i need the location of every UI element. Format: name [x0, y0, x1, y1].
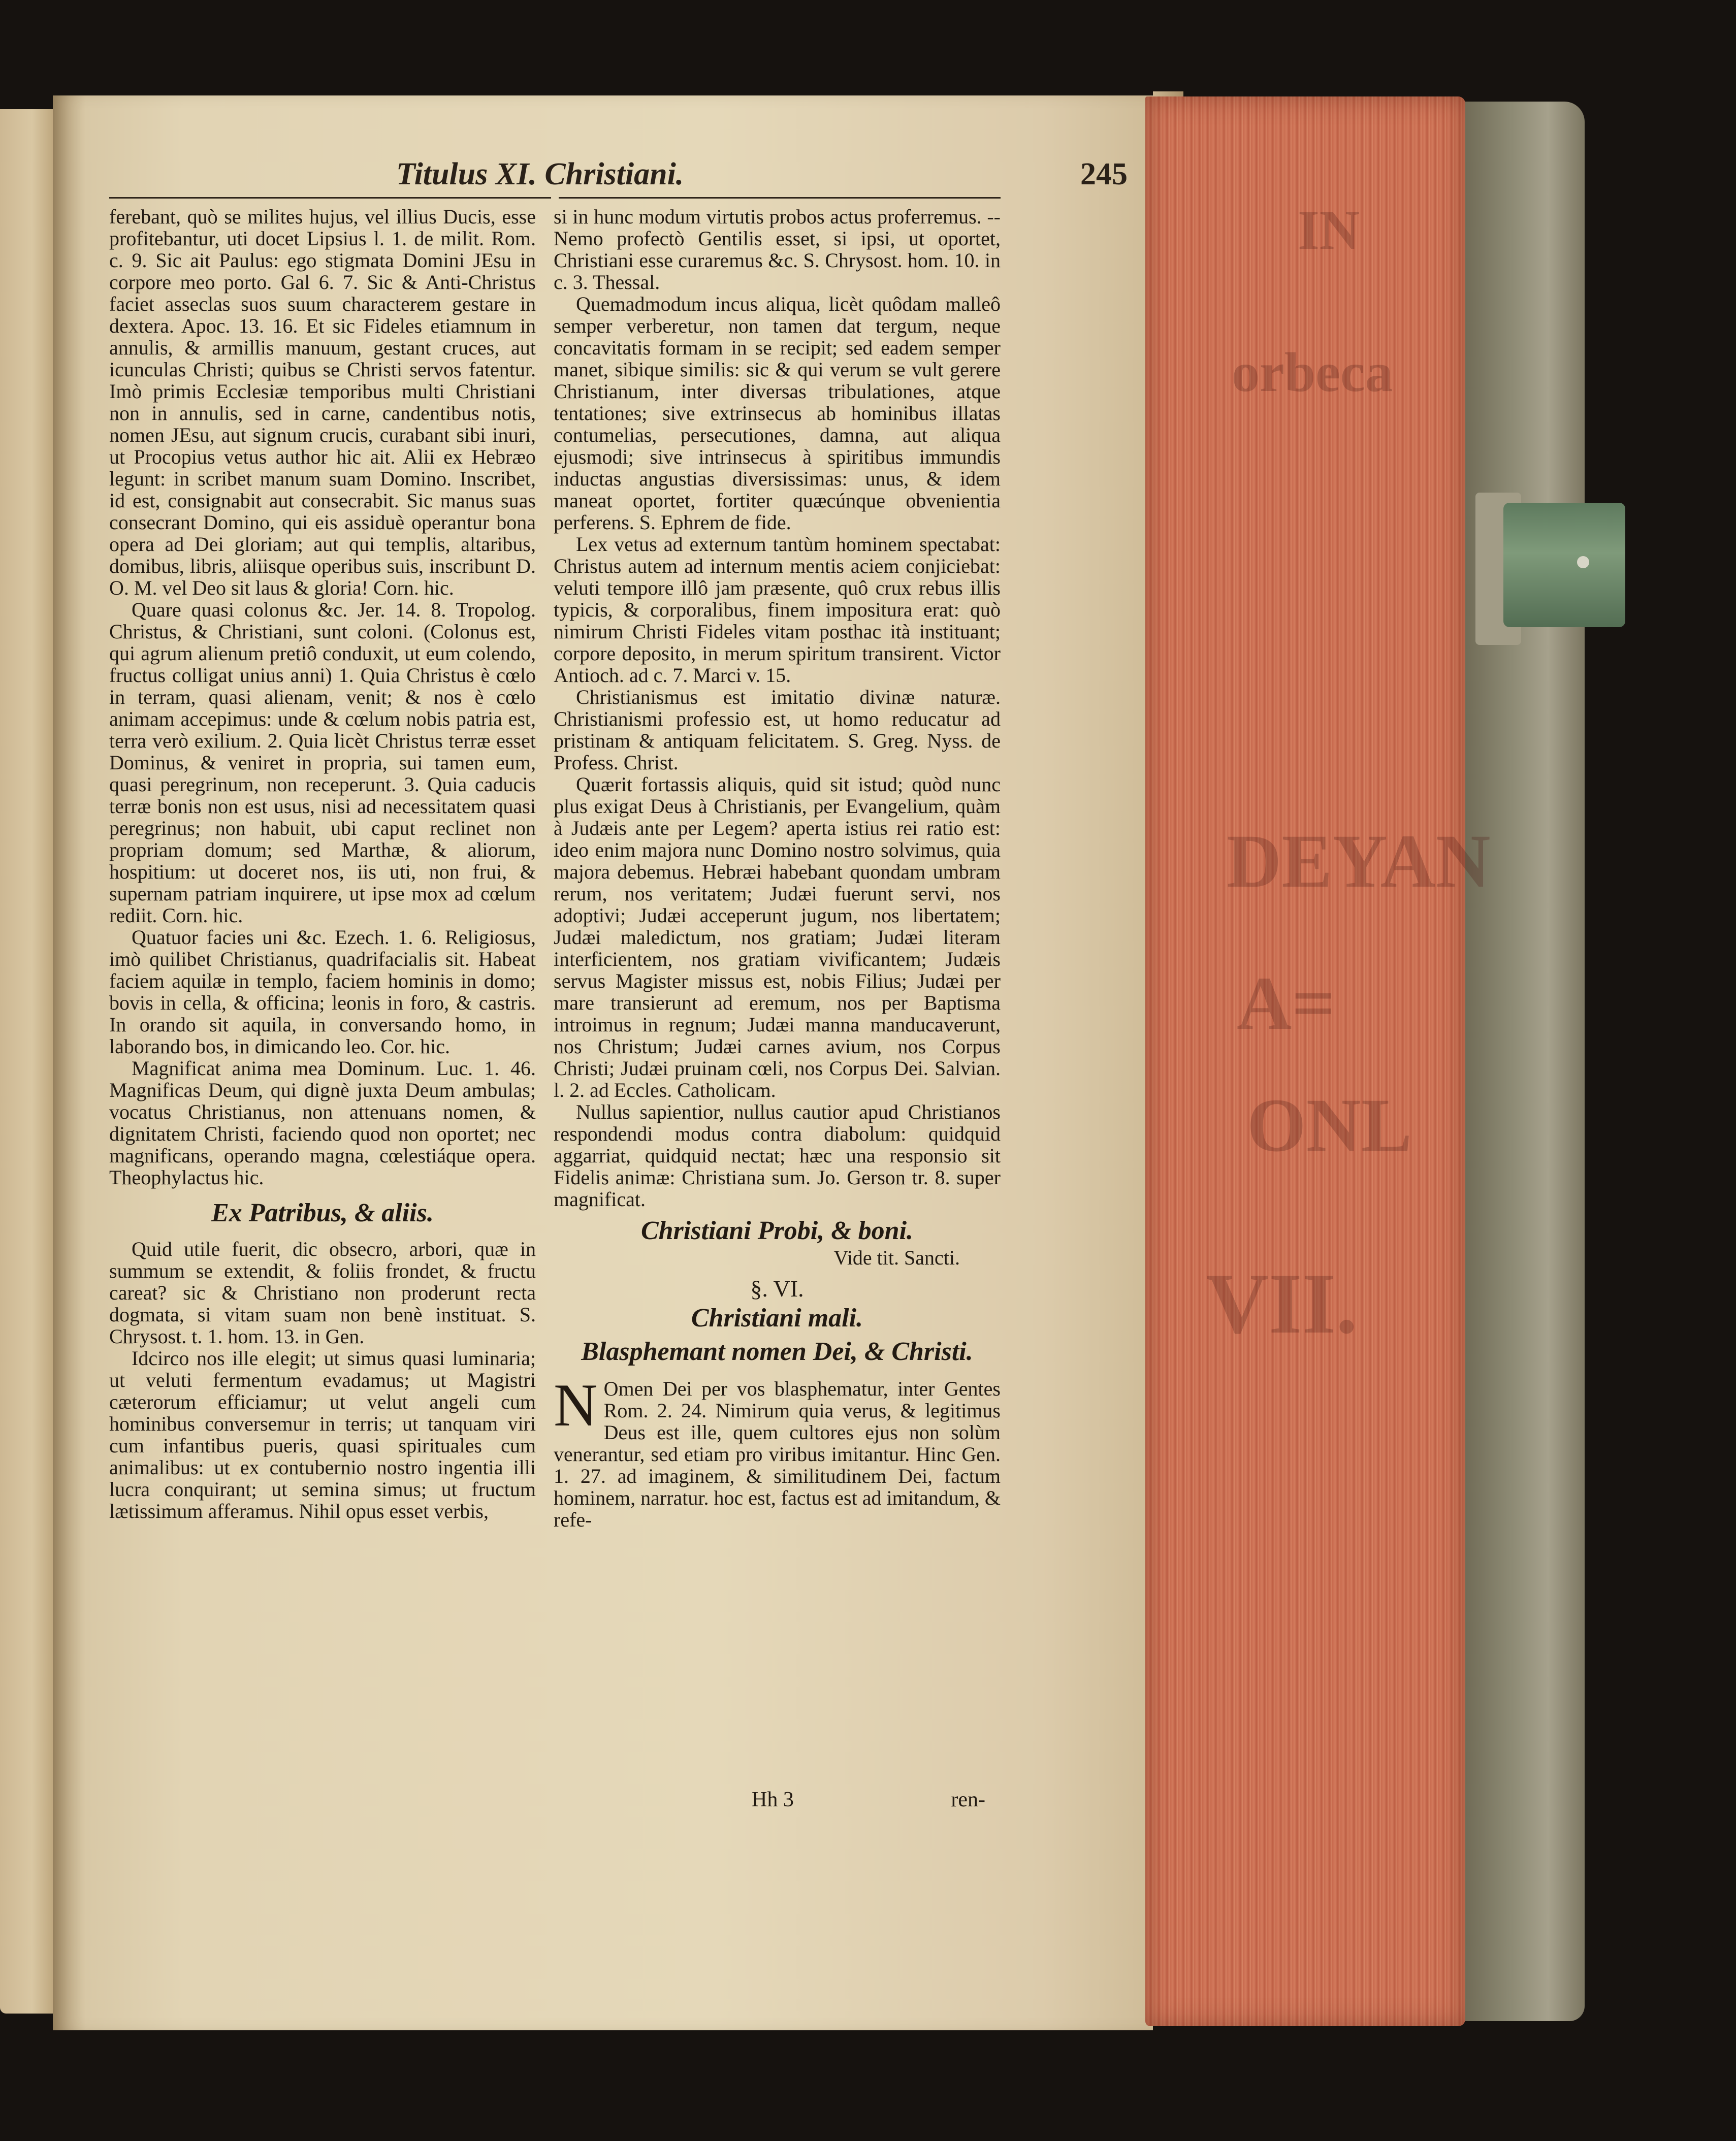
clasp-rivet: [1577, 556, 1589, 568]
page-number: 245: [1080, 157, 1128, 191]
fore-edge-mark-5: ONL: [1247, 1083, 1412, 1167]
header-rule-right: [559, 197, 1001, 199]
heading: Blasphemant nomen Dei, & Christi.: [581, 1337, 973, 1366]
cross-reference: Vide tit. Sancti.: [833, 1246, 960, 1269]
drop-cap: N: [554, 1371, 598, 1439]
paragraph: Quemadmodum incus aliqua, licèt quôdam malleô semper verberetur, non tamen dat tergum, neque concavitatis formam in se recipit; sed eadem semper manet, sibique similis: sic & qui verum se vult gerere Christianum, inter diversas tribulationes, atque tentationes; sive extrinsecus ab hominibus illatas contumelias, persecutiones, damna, aut aliqua ejusmodi; sive intrinsecus à spiritibus immundis inductas angustias diversissimas: unus, & idem maneat oportet, fortiter quæcúnque obvenientia perferens. S. Ephrem de fide.: [554, 293, 1001, 534]
paragraph: Omen Dei per vos blasphematur, inter Gentes Rom. 2. 24. Nimirum quia verus, & legitimus Deus est ille, quem cultores ejus non solùm venerantur, sed etiam pro viribus imitantur. Hinc Gen. 1. 27. ad imaginem, & similitudinem Dei, factum hominem, narratur. hoc est, factus est ad imitandum, & refe-: [554, 1377, 1001, 1531]
paragraph: ferebant, quò se milites hujus, vel illius Ducis, esse profitebantur, uti docet Lipsius l. 1. de milit. Rom. c. 9. Sic ait Paulus: ego stigmata Domini JEsu in corpore meo porto. Gal 6. 7. Sic & Anti-Christus faciet asseclas suos suum characterem gestare in dextera. Apoc. 13. 16. Et sic Fideles etiamnum in annulis, & armillis manuum, gestant cruces, aut icunculas Christi; quibus se Christi servos fatentur. Imò primis Ecclesiæ temporibus multi Christiani non in annulis, sed in carne, candentibus notis, nomen JEsu, aut signum crucis, curabant sibi inuri, ut Procopius vetus author hic ait. Alii ex Hebræo legunt: in scribet manum suam Domino. Inscribet, id est, consignabit aut consecrabit. Sic manus suas consecrant Domino, qui eis assiduè operantur bona opera ad Dei gloriam; aut qui templis, altaribus, domibus, libris, aliisque operibus suis, inscribunt D. O. M. vel Deo sit laus & gloria! Corn. hic.: [109, 205, 536, 599]
paragraph: Idcirco nos ille elegit; ut simus quasi luminaria; ut veluti fermentum evadamus; ut Magistri cæterorum efficiamur; ut velut angeli cum hominibus conversemur in terris; ut tanquam viri cum infantibus pueris, quasi spirituales cum animalibus: ut ex contubernio nostro ingentia illi lucra conquirant; ut semina simus; ut fructum lætissimum afferamus. Nihil opus esset verbis,: [109, 1347, 536, 1522]
section-number: §. VI.: [750, 1276, 804, 1302]
fore-edge-mark-4: A=: [1237, 961, 1335, 1046]
signature-mark: Hh 3: [752, 1788, 794, 1811]
facing-page-edge: [0, 109, 53, 2014]
heading: Christiani mali.: [691, 1304, 863, 1333]
paragraph: Quare quasi colonus &c. Jer. 14. 8. Tropolog. Christus, & Christiani, sunt coloni. (Colonus est, qui agrum alienum pretiô conduxit, ut eum colendo, fructus colligat unius anni) 1. Quia Christus è cœlo in terram, quasi alienam, venit; & nos è cœlo animam accepimus: unde & cœlum nobis patria est, terra verò exilium. 2. Quia licèt Christus terræ esset Dominus, & veniret in propria, sui tamen eum, quasi peregrinum, non receperunt. 3. Quia caducis terræ bonis non est usus, nisi ad necessitatem quasi peregrinus; non habuit, ubi caput reclinet non propriam domum; sed Marthæ, & aliorum, hospitium: ut doceret nos, iis uti, non frui, & supernam patriam inquirere, ut ipse mox ad cœlum rediit. Corn. hic.: [109, 598, 536, 927]
running-head: [396, 152, 1128, 198]
paragraph: Lex vetus ad externum tantùm hominem spectabat: Christus autem ad internum mentis aciem conjiciebat: veluti tempore illô jam præsente, quô crux rebus illis typicis, & corporalibus, finem impositura erat: quò nimirum Christi Fideles vitam posthac ità instituant; corpore deposito, in merum spiritum transirent. Victor Antioch. ad c. 7. Marci v. 15.: [554, 533, 1001, 687]
paragraph: si in hunc modum virtutis probos actus proferremus. -- Nemo profectò Gentilis esset, si ipsi, ut oportet, Christiani esse curaremus &c. S. Chrysost. hom. 10. in c. 3. Thessal.: [554, 205, 1001, 294]
fore-edge: [1145, 96, 1491, 2026]
paragraph: Quid utile fuerit, dic obsecro, arbori, quæ in summum se extendit, & foliis frondet, & fructu careat? sic & Christiano non proderunt recta dogmata, si vitam suam non benè instituat. S. Chrysost. t. 1. hom. 13. in Gen.: [109, 1238, 536, 1348]
heading: Christiani Probi, & boni.: [640, 1216, 914, 1245]
book-cover: [1463, 102, 1585, 2021]
right-column: [554, 206, 1001, 1531]
fore-edge-mark-2: orbeca: [1232, 341, 1393, 403]
paragraph: Magnificat anima mea Dominum. Luc. 1. 46. Magnificas Deum, qui dignè juxta Deum ambulas; vocatus Christianus, non attenuans nomen, & dignitatem Christi, faciendo quod non oportet; nec magnificans, operando magna, cœlestiáque opera. Theophylactus hic.: [109, 1057, 536, 1189]
paragraph: Quærit fortassis aliquis, quid sit istud; quòd nunc plus exigat Deus à Christianis, per Evangelium, quàm à Judæis ante per Legem? aperta istius rei ratio est: ideo enim majora nunc Domino nostro solvimus, quia majora debemus. Hebræi habebant quondam umbram rerum, nos veritatem; Judæi fuerunt servi, nos adoptivi; Judæi acceperunt jugum, nos libertatem; Judæi maledictum, nos gratiam; Judæi literam interficientem, nos gratiam vivificantem; Judæis servus Magister missus est, nobis Filius; Judæi per mare transierunt ad eremum, nos per Baptisma introimus in regnum; Judæi manna manducaverunt, nos Christum; Judæi carnes avium, nos Corpus Christi; Judæi pruinam cœli, nos Corpus Dei. Salvian. l. 2. ad Eccles. Catholicam.: [554, 773, 1001, 1101]
clasp-icon: [1503, 503, 1625, 627]
fore-edge-mark-6: VII.: [1206, 1256, 1358, 1351]
left-column: [109, 206, 536, 1522]
paragraph: Christianismus est imitatio divinæ naturæ. Christianismi professio est, ut homo reducatur ad pristinam & antiquam felicitatem. S. Greg. Nyss. de Profess. Christ.: [554, 686, 1001, 774]
paragraph: Nullus sapientior, nullus cautior apud Christianos respondendi modus contra diabolum: quidquid aggarriat, quidquid nectat; hæc una responsio sit Fidelis animæ: Christiana sum. Jo. Gerson tr. 8. super magnificat.: [554, 1100, 1001, 1211]
running-title: Titulus XI. Christiani.: [396, 157, 684, 191]
paragraph: Quatuor facies uni &c. Ezech. 1. 6. Religiosus, imò quilibet Christianus, quadrifacialis sit. Habeat faciem aquilæ in templo, faciem hominis in domo; bovis in cella, & officina; leonis in foro, & castris. In orando sit aquila, in conversando homo, in laborando bos, in dimicando leo. Cor. hic.: [109, 926, 536, 1058]
section-title: Ex Patribus, & aliis.: [211, 1198, 434, 1227]
fore-edge-mark-3: DEYAN: [1227, 819, 1491, 903]
catchword: ren-: [951, 1788, 985, 1811]
fore-edge-mark-1: IN: [1298, 199, 1360, 261]
header-rule-left: [109, 197, 551, 199]
